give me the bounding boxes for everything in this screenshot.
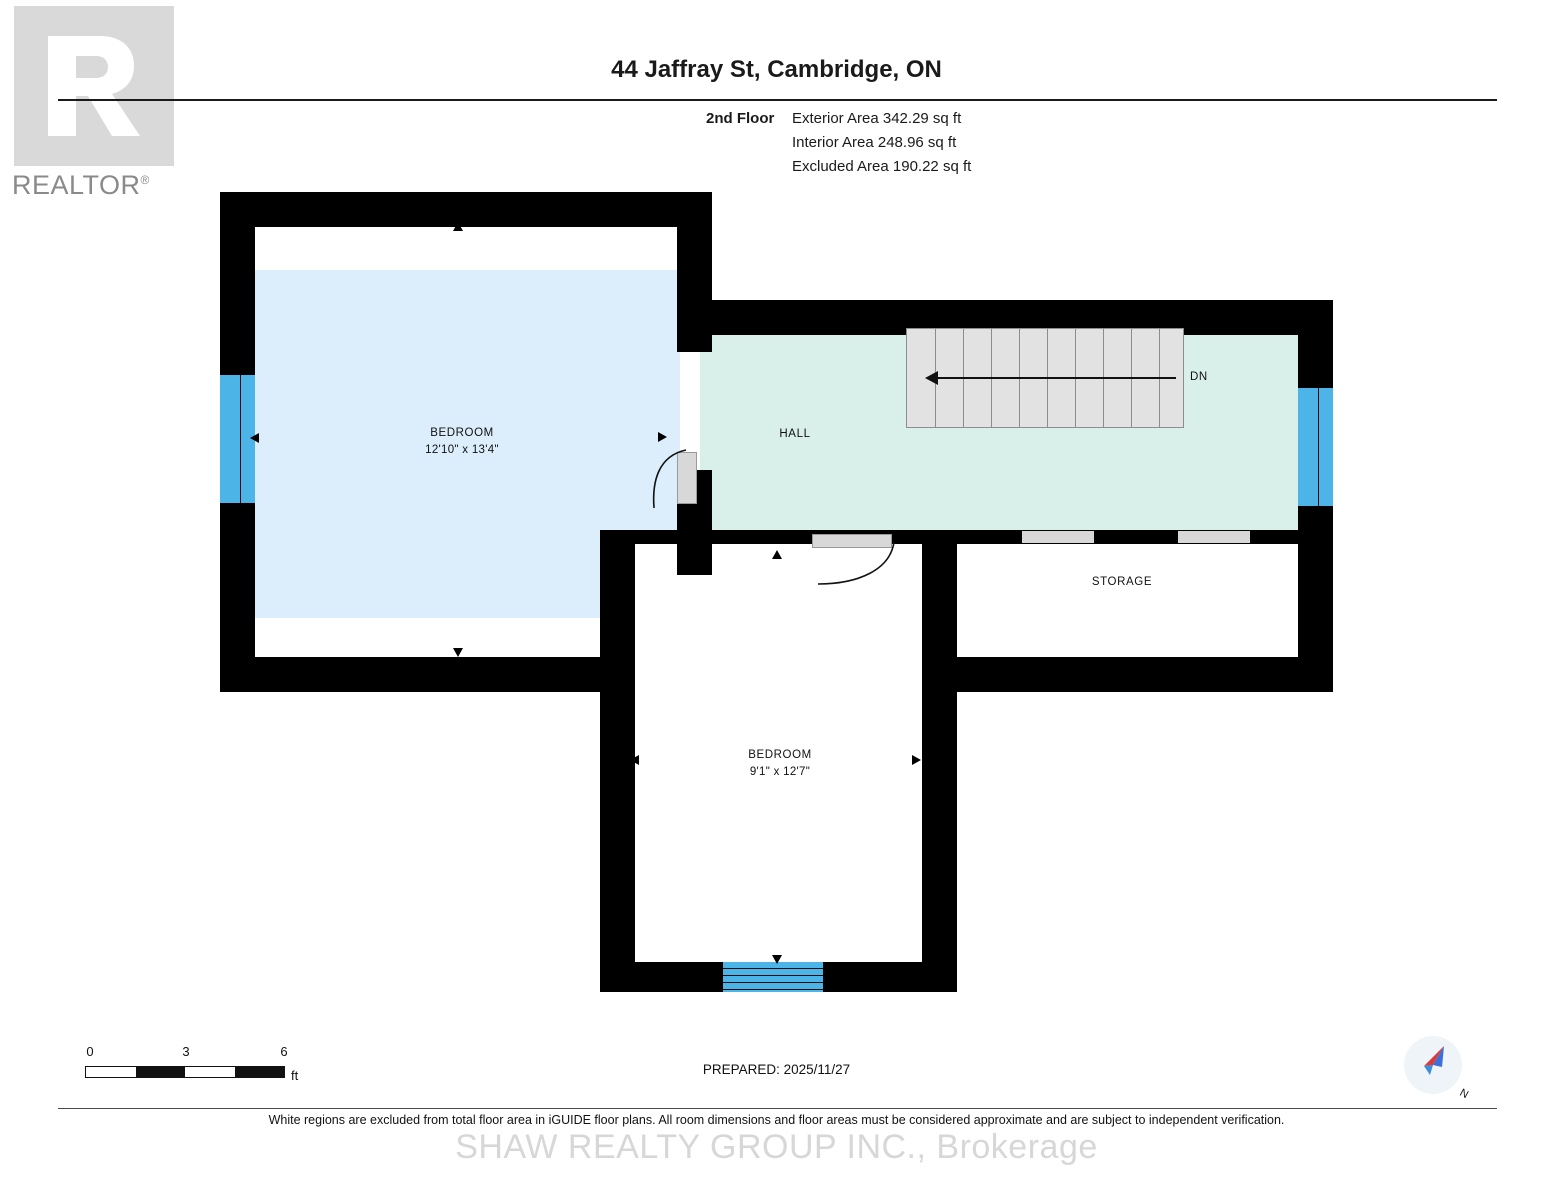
storage-fill [945,540,1310,655]
room-label-hall [715,426,875,443]
realtor-wordmark: REALTOR® [12,170,150,200]
room-name: BEDROOM [430,427,494,439]
scale-tick-0: 0 [86,1044,94,1059]
dimension-arrow-down-bedroom1 [453,648,463,657]
dimension-arrow-down-bedroom2 [772,955,782,964]
window-hall-right [1298,388,1333,506]
dimension-arrow-right-bedroom2 [912,755,921,765]
room-name: BEDROOM [748,749,812,761]
room-dimensions: 9'1" x 12'7" [749,766,811,779]
dimension-arrow-up-bedroom1 [453,222,463,231]
room-label-bedroom-2 [690,747,870,782]
stairs-direction-label: DN [1190,371,1208,383]
stairs-direction-line [936,377,1176,379]
scale-unit: ft [291,1068,299,1083]
wall-storage-bottom [945,657,1333,692]
stairs-direction-arrow-icon [925,371,938,385]
dimension-arrow-left-bedroom2 [630,755,639,765]
exterior-area: Exterior Area 342.29 sq ft [792,110,962,127]
door-gap-storage-a [1022,531,1094,543]
brokerage-watermark: SHAW REALTY GROUP INC., Brokerage [455,1128,1098,1166]
room-dimensions: 12'10" x 13'4" [425,444,499,457]
footer-divider [58,1108,1497,1109]
scale-tick-1: 3 [182,1044,190,1059]
dimension-arrow-left-bedroom1 [250,433,259,443]
scale-ticks [85,1044,315,1060]
interior-area: Interior Area 248.96 sq ft [792,134,957,151]
room-label-storage [1042,574,1202,591]
wall-bedroom1-top [220,192,712,227]
wall-hall-storage-divider [945,530,1310,544]
scale-tick-2: 6 [280,1044,288,1059]
room-name: STORAGE [1091,576,1153,588]
dimension-arrow-right-bedroom1 [658,432,667,442]
wall-bedroom2-right [922,530,957,992]
compass-needle-icon [1404,1036,1462,1094]
excluded-area: Excluded Area 190.22 sq ft [792,158,972,175]
room-label-bedroom-1 [372,425,552,460]
compass [1404,1036,1471,1102]
wall-bedroom1-bottom [220,657,620,692]
disclaimer-text: White regions are excluded from total floor area in iGUIDE floor plans. All room dimensions and floor areas must be considered approximate and are subject to independent verification. [268,1113,1285,1127]
prepared-date: PREPARED: 2025/11/27 [702,1062,851,1077]
door-bedroom2-arc [812,540,896,588]
floor-label: 2nd Floor [706,110,775,127]
page-title: 44 Jaffray St, Cambridge, ON [611,56,942,83]
compass-north-label: N [1457,1086,1471,1102]
door-gap-storage-b [1178,531,1250,543]
window-bedroom2-bottom [723,962,823,992]
dimension-arrow-up-bedroom2 [772,550,782,559]
door-bedroom1-arc [648,448,688,510]
room-name: HALL [779,428,811,440]
